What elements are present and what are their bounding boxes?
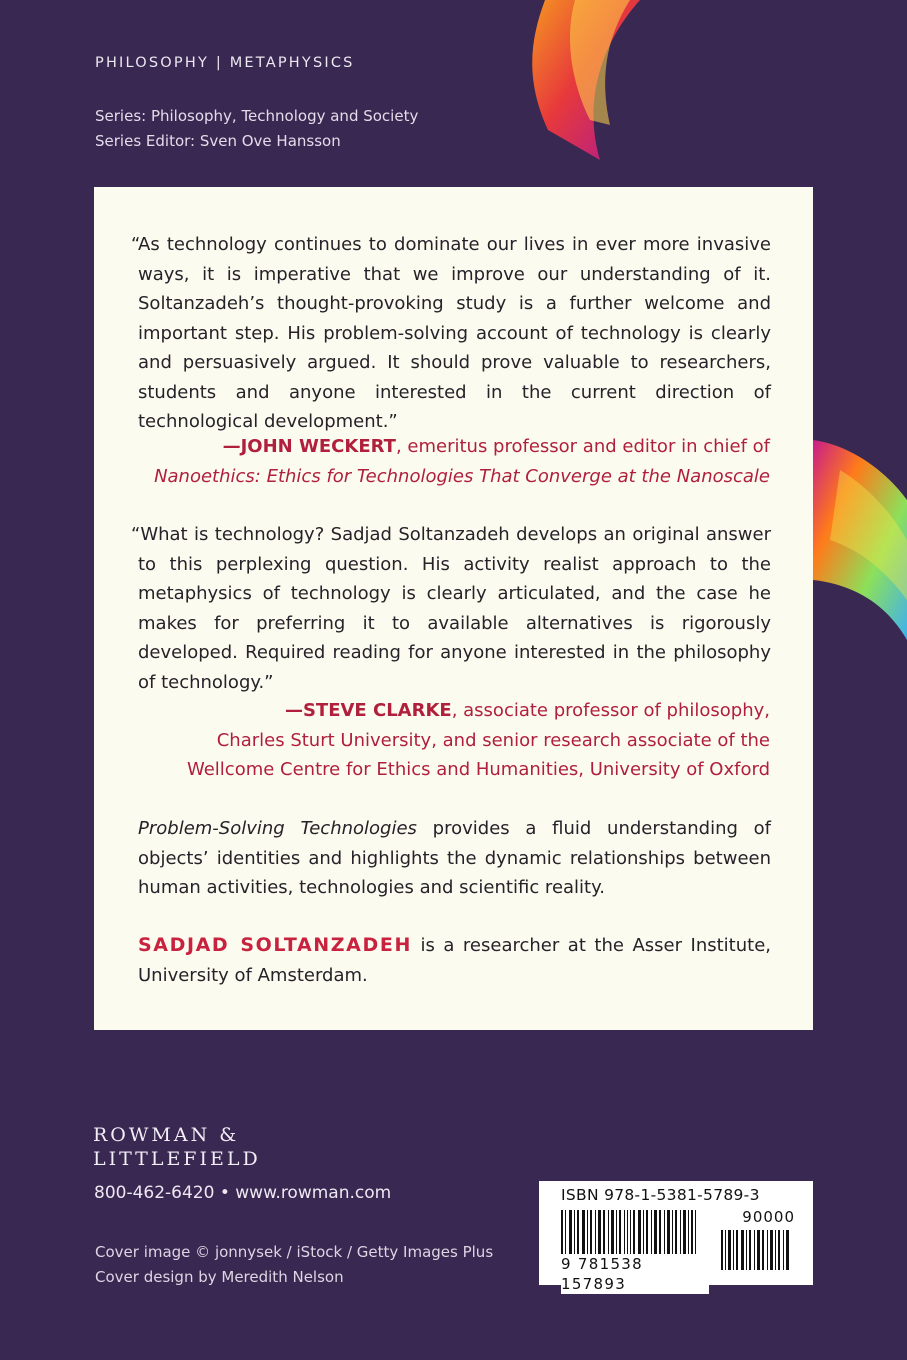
design-credit: Cover design by Meredith Nelson	[95, 1268, 344, 1286]
attribution-dash: —	[222, 436, 241, 457]
endorser-name: STEVE CLARKE	[302, 700, 452, 721]
endorsement-quote-1: “As technology continues to dominate our lives in ever more invasive ways, it is imperative that we improve our understanding of it. Soltanzadeh’s thought-provoking study is a further welcome and important step. His problem-solving account of technology is clearly and persuasively argued. It should prove valuable to researchers, students and anyone interested in the current direction of technological development.”	[131, 234, 771, 432]
description-text: provides a fluid understanding of objects’ identities and highlights the dynamic relationships between human activities, technologies and scientific reality.	[138, 818, 771, 898]
author-bio-text: is a researcher at the Asser Institute, University of Amsterdam.	[138, 935, 771, 986]
publisher-logo-line2: LITTLEFIELD	[93, 1148, 261, 1170]
price-code: 90000	[721, 1208, 795, 1226]
isbn-label: ISBN 978-1-5381-5789-3	[561, 1186, 760, 1204]
barcode	[539, 1181, 813, 1293]
endorsement-attribution-2	[110, 696, 770, 785]
author-name: SADJAD SOLTANZADEH	[138, 934, 412, 956]
endorser-journal: Nanoethics: Ethics for Technologies That Converge at the Nanoscale	[154, 465, 770, 487]
endorser-role: , emeritus professor and editor in chief of	[395, 436, 770, 457]
author-bio	[138, 931, 771, 990]
cover-credits	[95, 1240, 493, 1290]
series-editor: Series Editor: Sven Ove Hansson	[95, 132, 341, 150]
publisher-logo-line1: ROWMAN &	[93, 1124, 240, 1146]
image-credit: Cover image © jonnysek / iStock / Getty Images Plus	[95, 1243, 494, 1261]
category-label: PHILOSOPHY | METAPHYSICS	[95, 55, 355, 71]
endorser-name: JOHN WECKERT	[240, 436, 396, 457]
endorsement-attribution-1	[110, 432, 770, 491]
series-name: Series: Philosophy, Technology and Society	[95, 107, 419, 125]
ean-number: 9 781538 157893	[561, 1254, 709, 1294]
endorser-role: , associate professor of philosophy,	[451, 700, 770, 721]
endorser-affiliation-2: Wellcome Centre for Ethics and Humanities, University of Oxford	[186, 759, 770, 780]
endorser-affiliation: Charles Sturt University, and senior research associate of the	[216, 729, 770, 751]
endorsement-quote-2: “What is technology? Sadjad Soltanzadeh develops an original answer to this perplexing question. His activity realist approach to the metaphysics of technology is clearly articulated, and the case he makes for preferring it to available alternatives is rigorously developed. Required reading for anyone interested in the philosophy of technology.”	[131, 524, 771, 693]
book-description	[138, 814, 771, 903]
book-title: Problem-Solving Technologies	[138, 818, 417, 839]
publisher-contact: 800-462-6420 • www.rowman.com	[94, 1183, 392, 1203]
attribution-dash: —	[284, 700, 303, 721]
series-info	[95, 104, 418, 154]
endorsement-panel	[94, 187, 813, 1030]
